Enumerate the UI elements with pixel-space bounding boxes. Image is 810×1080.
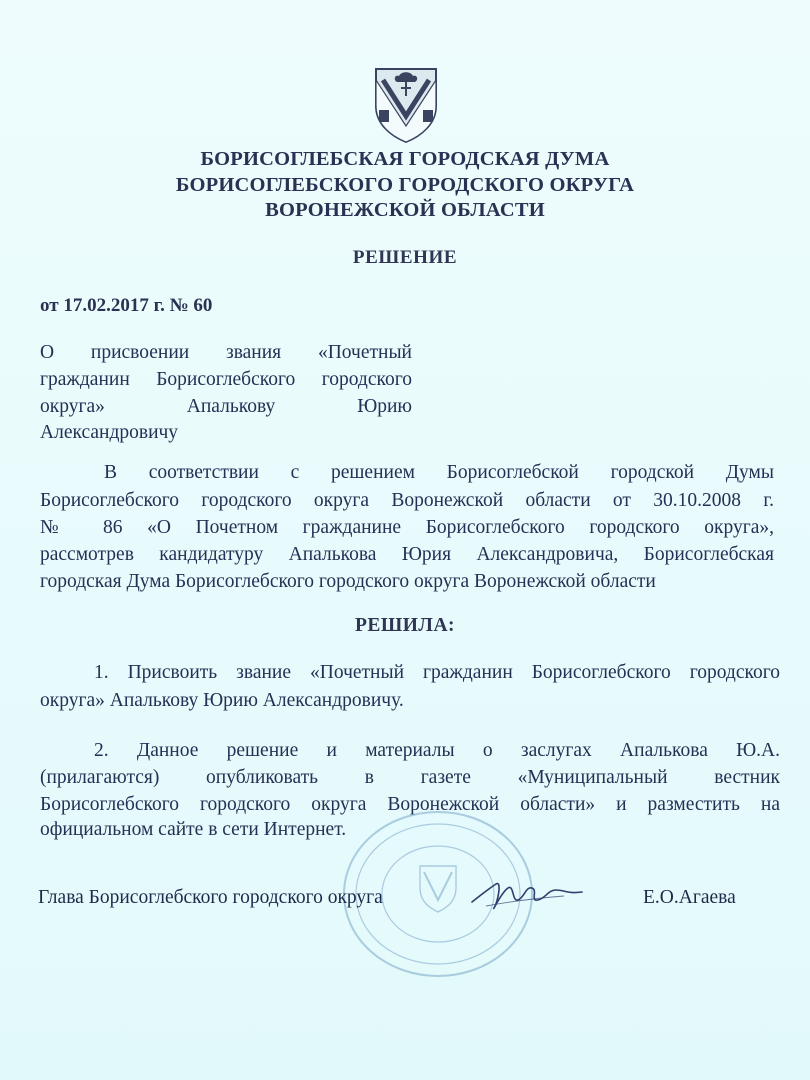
item-2-line: Борисоглебского городского округа Воронежской области» и разместить на <box>40 794 780 815</box>
header-line-1: БОРИСОГЛЕБСКАЯ ГОРОДСКАЯ ДУМА <box>200 148 610 170</box>
subject-line: Александровичу <box>40 422 179 443</box>
subject-line: О присвоении звания «Почетный <box>40 342 412 363</box>
preamble-line: городская Дума Борисоглебского городского округа Воронежской области <box>40 571 656 592</box>
preamble-line: Борисоглебского городского округа Воронежской области от 30.10.2008 г. <box>40 490 774 511</box>
decided-heading: РЕШИЛА: <box>354 615 456 636</box>
subject-line: гражданин Борисоглебского городского <box>40 369 412 390</box>
preamble-line: № 86 «О Почетном гражданине Борисоглебского городского округа», <box>40 517 774 538</box>
item-2-line: (прилагаются) опубликовать в газете «Муниципальный вестник <box>40 767 780 788</box>
item-2-line: официальном сайте в сети Интернет. <box>40 819 347 840</box>
header-line-2: БОРИСОГЛЕБСКОГО ГОРОДСКОГО ОКРУГА <box>175 174 635 196</box>
signatory-name: Е.О.Агаева <box>643 887 736 908</box>
item-1-line: 1. Присвоить звание «Почетный гражданин Борисоглебского городского <box>94 662 780 683</box>
item-1-line: округа» Апалькову Юрию Александровичу. <box>40 690 404 711</box>
coat-of-arms-emblem <box>373 66 439 144</box>
document-title: РЕШЕНИЕ <box>352 247 458 268</box>
signatory-role: Глава Борисоглебского городского округа <box>38 887 383 908</box>
date-number: от 17.02.2017 г. № 60 <box>40 295 213 316</box>
handwritten-signature <box>468 872 588 918</box>
preamble-line: В соответствии с решением Борисоглебской городской Думы <box>104 462 774 483</box>
subject-line: округа» Апалькову Юрию <box>40 396 412 417</box>
item-2-line: 2. Данное решение и материалы о заслугах Апалькова Ю.А. <box>94 740 780 761</box>
header-line-3: ВОРОНЕЖСКОЙ ОБЛАСТИ <box>265 199 545 221</box>
preamble-line: рассмотрев кандидатуру Апалькова Юрия Александровича, Борисоглебская <box>40 544 774 565</box>
